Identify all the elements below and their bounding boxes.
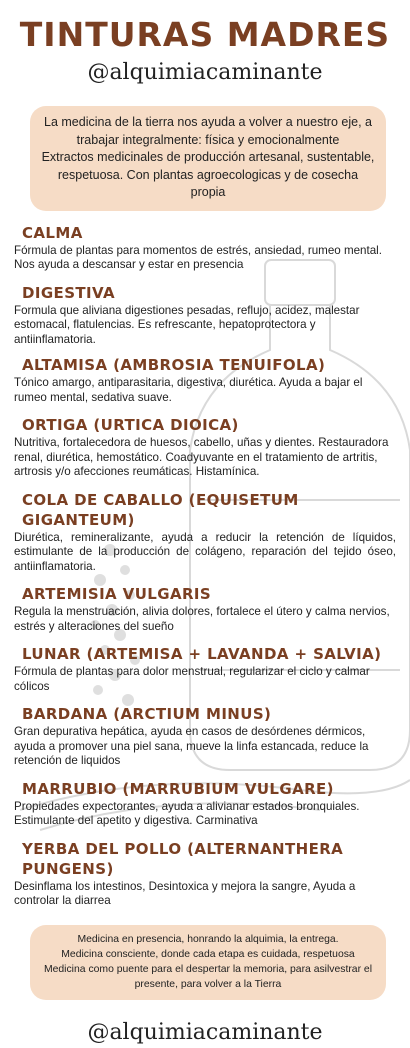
- tincture-item-ortiga: [0, 415, 410, 480]
- intro-box: [30, 106, 386, 211]
- tincture-description: Formula que aliviana digestiones pesadas, reflujo, acidez, malestar estomacal, flatulencias. Es refrescante, hepatoprotectora y antiinflamatoria.: [14, 303, 360, 346]
- closing-line-2: Medicina consciente, donde cada etapa es cuidada, respetuosa: [61, 948, 355, 960]
- intro-line-2: Extractos medicinales de producción artesanal, sustentable, respetuosa. Con plantas agroecologicas y de cosecha propia: [41, 150, 375, 199]
- closing-line-1: Medicina en presencia, honrando la alquimia, la entrega.: [77, 933, 339, 945]
- tincture-description: Regula la menstruación, alivia dolores, fortalece el útero y calma nervios, estrés y alteraciones del sueño: [14, 605, 390, 633]
- tincture-item-lunar: [0, 644, 410, 694]
- closing-box: [30, 925, 386, 1000]
- tincture-title: YERBA DEL POLLO (ALTERNANTHERA PUNGENS): [22, 839, 344, 878]
- closing-line-3: Medicina como puente para el despertar la memoria, para asilvestrar el presente, para volver a la Tierra: [43, 963, 373, 990]
- tincture-title: ALTAMISA (AMBROSIA TENUIFOLA): [22, 356, 326, 374]
- tincture-title: COLA DE CABALLO (EQUISETUM GIGANTEUM): [22, 490, 299, 529]
- tincture-description: Fórmula de plantas para dolor menstrual, regularizar el ciclo y calmar cólicos: [14, 665, 370, 693]
- tincture-title: ORTIGA (URTICA DIOICA): [22, 416, 239, 434]
- tincture-description: Desinflama los intestinos, Desintoxica y mejora la sangre, Ayuda a controlar la diarrea: [14, 879, 356, 907]
- tincture-description: Nutritiva, fortalecedora de huesos, cabello, uñas y dientes. Restauradora renal, diurética, hemostático. Coadyuvante en el tratamiento de artritis, artrosis y/o afecciones reumáticas. Histamínica.: [14, 436, 389, 478]
- tincture-item-calma: [0, 223, 410, 273]
- tincture-title: BARDANA (ARCTIUM MINUS): [22, 705, 272, 723]
- tincture-title: MARRUBIO (MARRUBIUM VULGARE): [22, 779, 334, 798]
- tincture-description: Gran depurativa hepática, ayuda en casos de desórdenes dérmicos, ayuda a promover una piel sana, mueve la linfa estancada, reduce la retención de liquidos: [14, 725, 369, 767]
- tincture-description: Tónico amargo, antiparasitaria, digestiva, diurética. Ayuda a bajar el rumeo mental, sedativa suave.: [14, 376, 363, 404]
- tincture-item-altamisa: [0, 355, 410, 405]
- tincture-title: LUNAR (ARTEMISA + LAVANDA + SALVIA): [22, 645, 382, 663]
- tincture-item-marrubio: [0, 779, 410, 829]
- tincture-item-cola-de-caballo: [0, 490, 410, 575]
- tincture-title: CALMA: [22, 223, 83, 242]
- tincture-title: DIGESTIVA: [22, 283, 116, 302]
- tincture-list: [0, 223, 410, 909]
- page-title: TINTURAS MADRES: [19, 15, 391, 54]
- tincture-item-bardana: [0, 704, 410, 769]
- tincture-item-digestiva: [0, 283, 410, 348]
- intro-line-1: La medicina de la tierra nos ayuda a volver a nuestro eje, a trabajar integralmente: física y emocionalmente: [44, 115, 372, 147]
- tincture-description: Fórmula de plantas para momentos de estrés, ansiedad, rumeo mental. Nos ayuda a descansar y estar en presencia: [14, 243, 382, 271]
- footer-handle: @alquimiacaminante: [87, 1019, 323, 1045]
- tincture-item-artemisia: [0, 584, 410, 634]
- tincture-title: ARTEMISIA VULGARIS: [22, 585, 212, 603]
- tincture-description: Diurética, remineralizante, ayuda a reducir la retención de líquidos, estimulante de la producción de colágeno, reparación del tejido óseo, antiinflamatoria.: [14, 530, 396, 573]
- header-handle: @alquimiacaminante: [87, 60, 323, 85]
- tincture-item-yerba-del-pollo: [0, 839, 410, 909]
- tincture-description: Propiedades expectorantes, ayuda a alivianar estados bronquiales. Estimulante del apetito y digestiva. Carminativa: [14, 799, 360, 827]
